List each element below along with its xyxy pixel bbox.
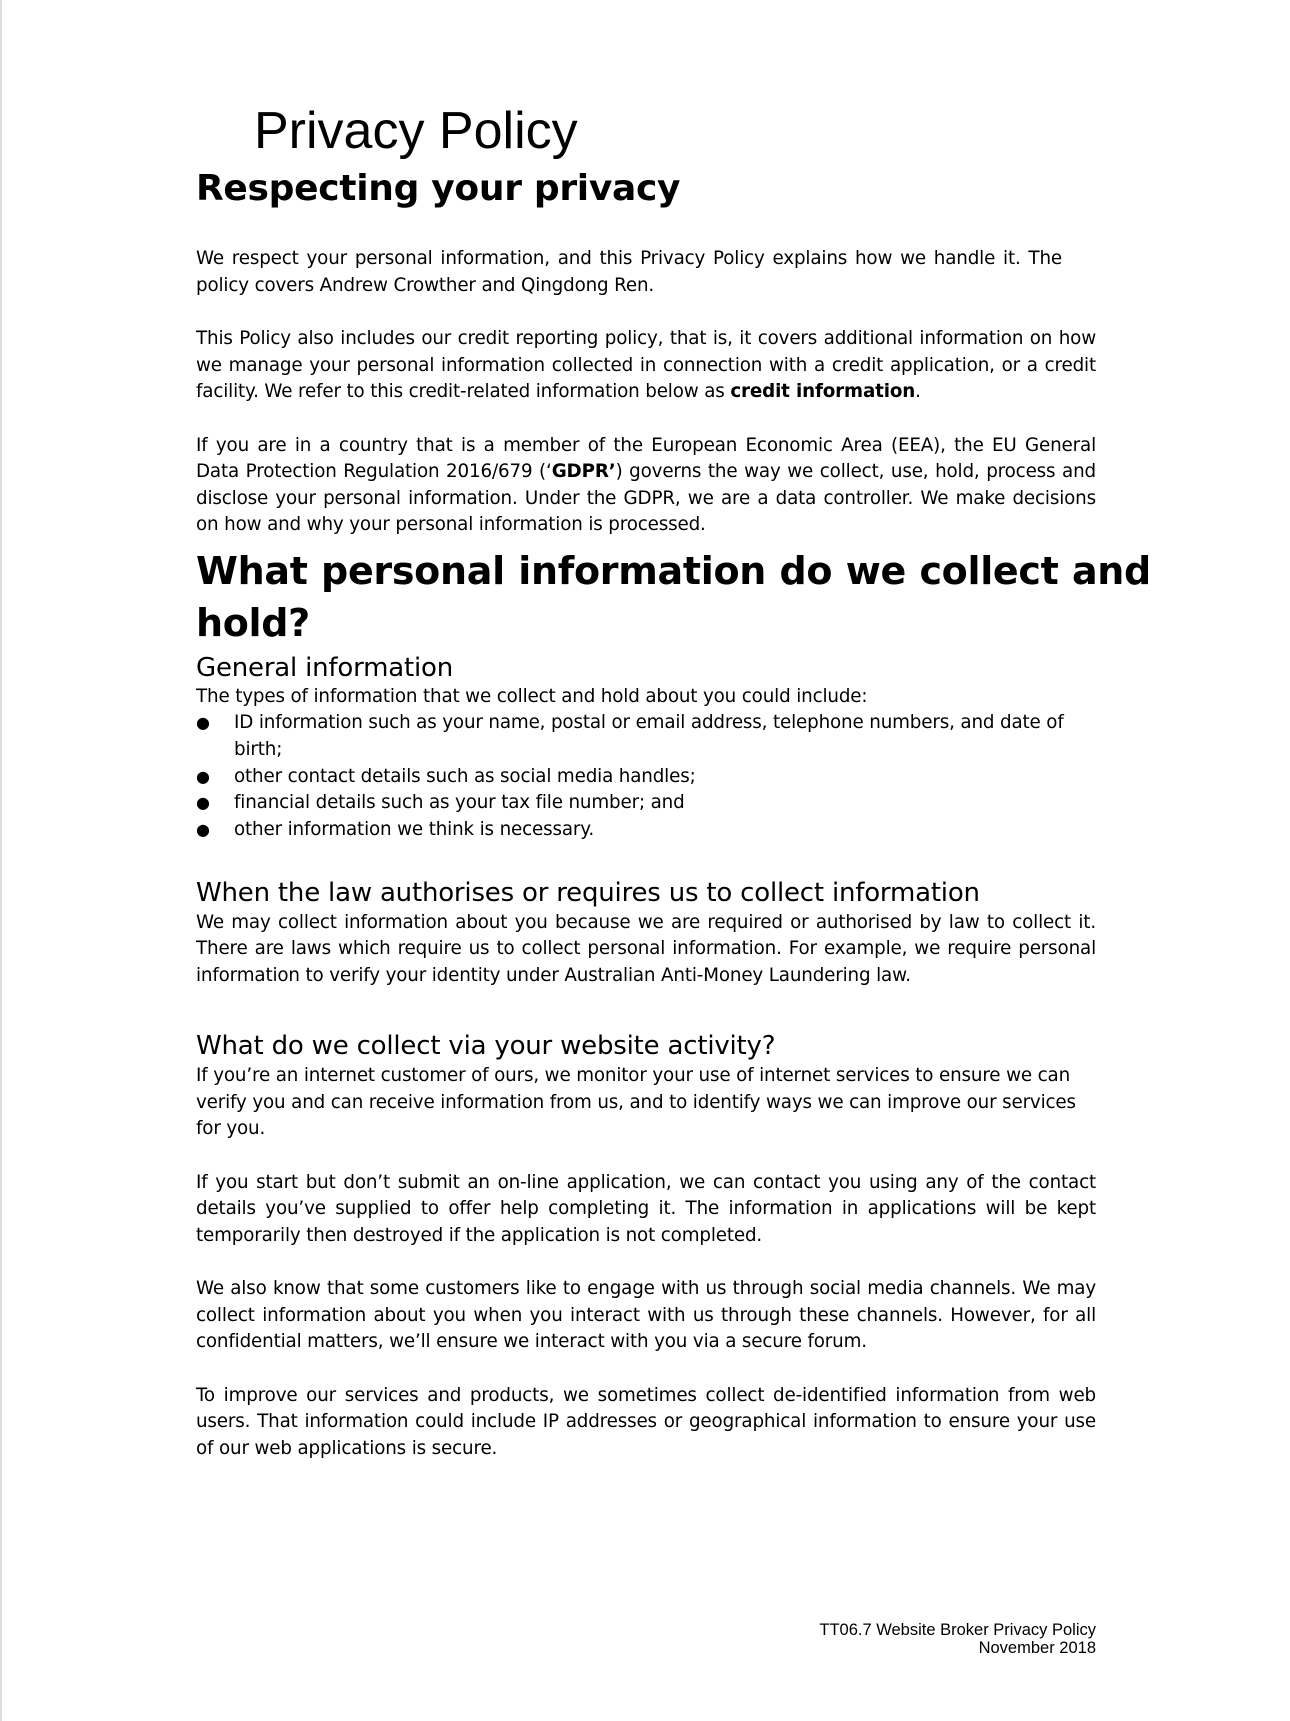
- heading-word: collect: [919, 548, 1059, 593]
- heading-law-authorises: When the law authorises or requires us to collect information: [196, 877, 980, 908]
- heading-respecting-privacy: Respecting your privacy: [196, 168, 681, 209]
- website-activity-paragraph-2: If you start but don’t submit an on-line application, we can contact you using any of the contact details you’ve supplied to offer help completing it. The information in applications will be kept temporarily then destroyed if the application is not completed.: [196, 1171, 1096, 1246]
- list-item-text: other contact details such as social media handles;: [234, 765, 696, 787]
- website-activity-paragraph-4: To improve our services and products, we sometimes collect de-identified information from web users. That information could include IP addresses or geographical information to ensure your use of our web applications is secure.: [196, 1384, 1096, 1459]
- list-item: [196, 710, 1096, 764]
- intro-paragraph-3-text-a: If you are in a country that is a member of the European Economic Area (EEA), the EU General Data Protection Regulation 2016/679 (‘: [196, 434, 1096, 482]
- general-information-lead: The types of information that we collect and hold about you could include:: [196, 685, 868, 707]
- document-page: [196, 100, 1151, 1462]
- intro-paragraph-2: [196, 326, 1096, 406]
- law-authorises-paragraph: We may collect information about you because we are required or authorised by law to collect it. There are laws which require us to collect personal information. For example, we require personal information to verify your identity under Australian Anti-Money Laundering law.: [196, 911, 1096, 986]
- intro-paragraph-3-text-b: ) governs the way we collect, use, hold, process and disclose your personal information. Under the GDPR, we are a data controller. We make decisions on how and why your personal information is processed.: [196, 461, 1096, 535]
- list-item: [196, 817, 1096, 844]
- website-activity-paragraph-1: If you’re an internet customer of ours, we monitor your use of internet services to ensure we can verify you and can receive information from us, and to identify ways we can improve our services for you.: [196, 1065, 1076, 1140]
- gdpr-term: GDPR’: [551, 461, 616, 482]
- heading-what-personal-information: [196, 545, 1151, 649]
- heading-word: What: [196, 548, 308, 593]
- general-information-list: [196, 710, 1096, 844]
- bullet-icon: ●: [196, 793, 210, 813]
- heading-website-activity: What do we collect via your website activity?: [196, 1031, 776, 1062]
- credit-information-term: credit information: [730, 381, 916, 402]
- document-footer: [819, 1621, 1096, 1657]
- heading-what-line-2: hold?: [196, 600, 310, 645]
- list-item: [196, 790, 1096, 817]
- list-item-text: financial details such as your tax file number; and: [234, 792, 685, 814]
- heading-word: we: [845, 548, 906, 593]
- heading-word: information: [518, 548, 767, 593]
- document-title: Privacy Policy: [254, 102, 578, 160]
- list-item-text: ID information such as your name, postal or email address, telephone numbers, and date of birth;: [234, 712, 1064, 760]
- bullet-icon: ●: [196, 820, 210, 840]
- heading-general-information: General information: [196, 652, 453, 683]
- heading-what-line-1: [196, 545, 1151, 597]
- bullet-icon: ●: [196, 713, 210, 732]
- intro-paragraph-3: [196, 433, 1096, 539]
- list-item: [196, 764, 1096, 791]
- intro-paragraph-2-text: This Policy also includes our credit reporting policy, that is, it covers additional information on how we manage your personal information collected in connection with a credit application, or a credit facility. We refer to this credit-related information below as: [196, 328, 1096, 402]
- page-edge: [0, 0, 2, 1721]
- intro-paragraph-2-end: .: [915, 381, 921, 402]
- footer-date: November 2018: [978, 1639, 1096, 1657]
- heading-word: personal: [321, 548, 505, 593]
- intro-paragraph-1: We respect your personal information, and this Privacy Policy explains how we handle it. The policy covers Andrew Crowther and Qingdong Ren.: [196, 248, 1062, 296]
- bullet-icon: ●: [196, 766, 210, 786]
- website-activity-paragraph-3: We also know that some customers like to engage with us through social media channels. We may collect information about you when you interact with us through these channels. However, for all confidential matters, we’ll ensure we interact with you via a secure forum.: [196, 1278, 1096, 1353]
- footer-document-name: TT06.7 Website Broker Privacy Policy: [819, 1621, 1096, 1639]
- list-item-text: other information we think is necessary.: [234, 819, 594, 841]
- heading-word: and: [1071, 548, 1151, 593]
- heading-word: do: [779, 548, 833, 593]
